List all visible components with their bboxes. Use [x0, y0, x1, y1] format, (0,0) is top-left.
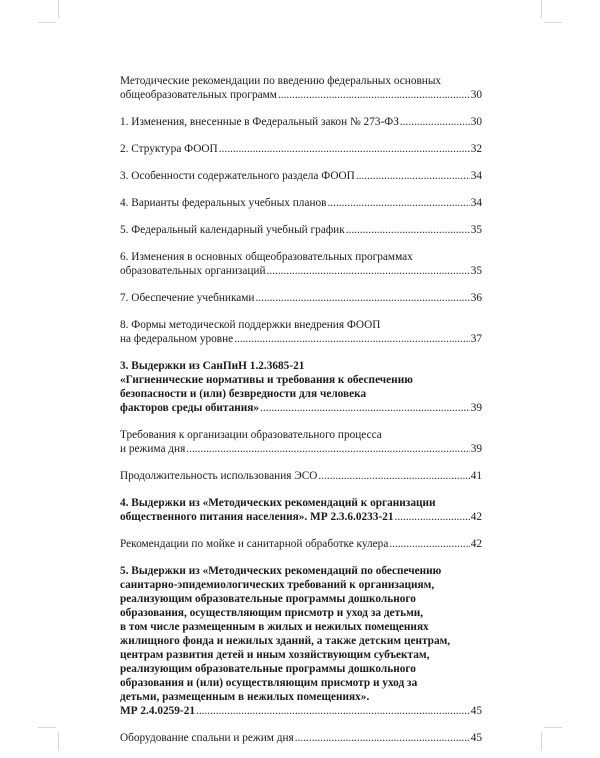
- toc-page-number: 39: [470, 402, 482, 414]
- toc-dot-leader: [255, 291, 469, 305]
- toc-entry-line: [120, 250, 482, 264]
- toc-entry-text: 2. Структура ФООП: [120, 143, 218, 155]
- toc-entry-text: образовательных организаций: [120, 265, 266, 277]
- toc-entry[interactable]: [120, 318, 482, 346]
- toc-entry[interactable]: [120, 496, 482, 524]
- toc-entry-text: «Гигиенические нормативы и требования к обеспечению: [120, 374, 413, 386]
- toc-entry-text: 1. Изменения, внесенные в Федеральный закон № 273-ФЗ: [120, 116, 399, 128]
- toc-dot-leader: [389, 537, 469, 551]
- toc-dot-leader: [234, 332, 470, 346]
- toc-dot-leader: [356, 169, 470, 183]
- toc-entry-text: реализующим образовательные программы дошкольного: [120, 663, 416, 675]
- toc-entry-text: 6. Изменения в основных общеобразовательных программах: [120, 251, 413, 263]
- toc-entry-text: и режима дня: [120, 443, 186, 455]
- toc-entry-text: факторов среды обитания»: [120, 402, 260, 414]
- toc-entry-line: [120, 662, 482, 676]
- toc-page-number: 30: [470, 116, 482, 128]
- toc-entry-last-line: [120, 142, 482, 156]
- toc-entry-text: 4. Варианты федеральных учебных планов: [120, 197, 327, 209]
- toc-entry-line: [120, 387, 482, 401]
- toc-entry-text: центрам развития детей и иным хозяйствующим субъектам,: [120, 649, 430, 661]
- toc-entry[interactable]: [120, 223, 482, 237]
- toc-entry[interactable]: [120, 115, 482, 129]
- toc-entry-text: 3. Особенности содержательного раздела ФООП: [120, 170, 355, 182]
- toc-page-number: 42: [470, 538, 482, 550]
- toc-entry[interactable]: [120, 469, 482, 483]
- toc-entry[interactable]: [120, 142, 482, 156]
- toc-entry-last-line: [120, 704, 482, 718]
- toc-page-number: 34: [470, 197, 482, 209]
- toc-entry[interactable]: [120, 537, 482, 551]
- toc-dot-leader: [267, 264, 470, 278]
- toc-entry-last-line: [120, 510, 482, 524]
- crop-mark-top-left-h: [38, 22, 56, 23]
- toc-dot-leader: [278, 88, 470, 102]
- crop-mark-top-left-v: [58, 0, 59, 18]
- toc-entry-text: безопасности и (или) безвредности для человека: [120, 388, 367, 400]
- toc-entry-text: в том числе размещенным в жилых и нежилых помещениях: [120, 621, 429, 633]
- toc-entry-last-line: [120, 537, 482, 551]
- toc-page-number: 37: [470, 333, 482, 345]
- toc-entry-line: [120, 690, 482, 704]
- toc-dot-leader: [327, 196, 469, 210]
- toc-entry-line: [120, 359, 482, 373]
- toc-dot-leader: [318, 469, 469, 483]
- toc-entry-text: на федеральном уровне: [120, 333, 234, 345]
- toc-entry-text: общественного питания населения». МР 2.3.6.0233-21: [120, 511, 394, 523]
- toc-entry-line: [120, 634, 482, 648]
- crop-mark-top-right-h: [544, 22, 562, 23]
- toc-entry-text: детьми, размещенным в нежилых помещениях».: [120, 691, 370, 703]
- toc-entry-text: санитарно-эпидемиологических требований к организациям,: [120, 579, 435, 591]
- toc-dot-leader: [400, 115, 470, 129]
- toc-entry[interactable]: [120, 428, 482, 456]
- toc-entry-text: 7. Обеспечение учебниками: [120, 292, 255, 304]
- toc-entry-last-line: [120, 731, 482, 745]
- toc-entry-line: [120, 496, 482, 510]
- table-of-contents: [120, 74, 482, 758]
- toc-entry-last-line: [120, 196, 482, 210]
- toc-entry-text: реализующим образовательные программы дошкольного: [120, 593, 416, 605]
- toc-entry[interactable]: [120, 250, 482, 278]
- toc-entry-text: Продолжительность использования ЭСО: [120, 470, 318, 482]
- crop-mark-bottom-left-v: [58, 732, 59, 750]
- toc-entry-line: [120, 373, 482, 387]
- toc-entry-line: [120, 578, 482, 592]
- toc-entry-text: общеобразовательных программ: [120, 89, 277, 101]
- toc-dot-leader: [186, 442, 469, 456]
- toc-entry[interactable]: [120, 74, 482, 102]
- toc-dot-leader: [346, 223, 470, 237]
- toc-entry-line: [120, 428, 482, 442]
- toc-dot-leader: [295, 731, 470, 745]
- toc-entry-text: 5. Федеральный календарный учебный график: [120, 224, 345, 236]
- toc-entry-last-line: [120, 332, 482, 346]
- toc-dot-leader: [260, 401, 470, 415]
- toc-entry-last-line: [120, 442, 482, 456]
- crop-mark-top-right-v: [541, 0, 542, 18]
- toc-page-number: 41: [470, 470, 482, 482]
- toc-page-number: 32: [470, 143, 482, 155]
- toc-entry[interactable]: [120, 359, 482, 415]
- toc-entry-text: Оборудование спальни и режим дня: [120, 732, 294, 744]
- toc-entry-text: 5. Выдержки из «Методических рекомендаций по обеспечению: [120, 565, 442, 577]
- toc-entry-last-line: [120, 115, 482, 129]
- toc-page-number: 35: [470, 224, 482, 236]
- toc-entry-last-line: [120, 169, 482, 183]
- toc-entry-text: образования и (или) осуществляющим присмотр и уход за: [120, 677, 418, 689]
- toc-entry[interactable]: [120, 291, 482, 305]
- crop-mark-bottom-left-h: [38, 727, 56, 728]
- toc-entry-text: жилищного фонда и нежилых зданий, а также детским центрам,: [120, 635, 451, 647]
- toc-entry[interactable]: [120, 196, 482, 210]
- toc-entry-text: Требования к организации образовательного процесса: [120, 429, 382, 441]
- toc-entry-line: [120, 564, 482, 578]
- toc-entry-line: [120, 620, 482, 634]
- toc-page-number: 42: [470, 511, 482, 523]
- toc-entry-line: [120, 592, 482, 606]
- toc-page-number: 45: [470, 732, 482, 744]
- toc-entry-last-line: [120, 88, 482, 102]
- toc-entry[interactable]: [120, 731, 482, 745]
- toc-entry-text: 3. Выдержки из СанПиН 1.2.3685-21: [120, 360, 305, 372]
- toc-dot-leader: [395, 510, 470, 524]
- toc-entry-text: 8. Формы методической поддержки внедрения ФООП: [120, 319, 381, 331]
- toc-entry[interactable]: [120, 169, 482, 183]
- toc-page-number: 39: [470, 443, 482, 455]
- toc-entry-text: 4. Выдержки из «Методических рекомендаций к организации: [120, 497, 436, 509]
- toc-entry-last-line: [120, 291, 482, 305]
- toc-entry[interactable]: [120, 564, 482, 718]
- toc-entry-line: [120, 74, 482, 88]
- toc-dot-leader: [219, 142, 470, 156]
- toc-entry-line: [120, 318, 482, 332]
- toc-entry-last-line: [120, 264, 482, 278]
- toc-page-number: 35: [470, 265, 482, 277]
- toc-entry-text: МР 2.4.0259-21: [120, 705, 195, 717]
- toc-entry-text: Методические рекомендации по введению федеральных основных: [120, 75, 442, 87]
- toc-entry-last-line: [120, 401, 482, 415]
- toc-entry-text: образования, осуществляющим присмотр и уход за детьми,: [120, 607, 424, 619]
- toc-entry-last-line: [120, 223, 482, 237]
- crop-mark-bottom-right-v: [541, 732, 542, 750]
- toc-page-number: 30: [470, 89, 482, 101]
- toc-entry-line: [120, 606, 482, 620]
- toc-page-number: 45: [470, 705, 482, 717]
- crop-mark-bottom-right-h: [544, 727, 562, 728]
- toc-entry-line: [120, 648, 482, 662]
- toc-entry-text: Рекомендации по мойке и санитарной обработке кулера: [120, 538, 389, 550]
- toc-dot-leader: [196, 704, 470, 718]
- toc-entry-last-line: [120, 469, 482, 483]
- toc-entry-line: [120, 676, 482, 690]
- toc-page-number: 36: [470, 292, 482, 304]
- toc-page-number: 34: [470, 170, 482, 182]
